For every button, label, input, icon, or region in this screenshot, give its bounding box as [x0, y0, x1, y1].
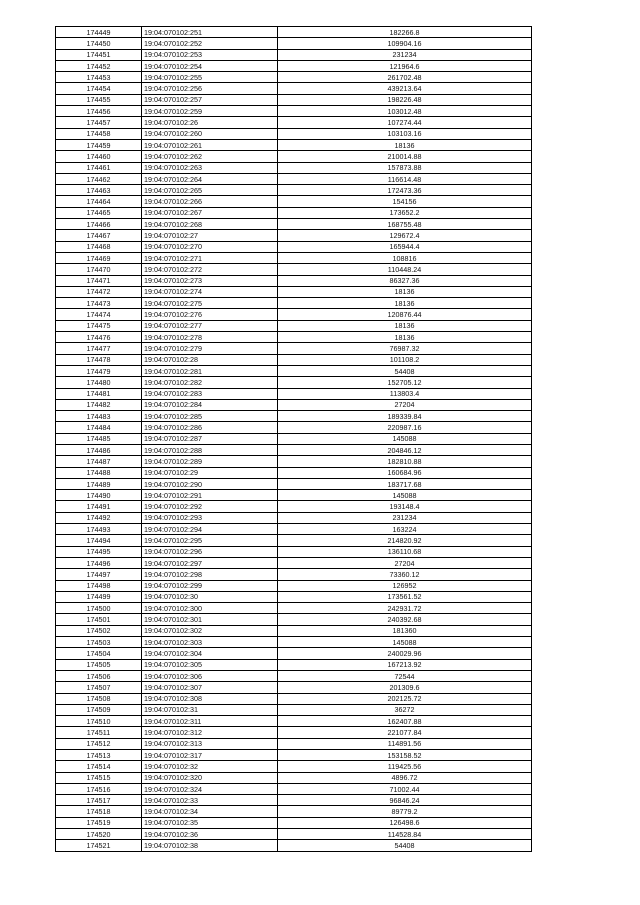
row-code-cell: 19:04:070102:255	[142, 72, 278, 83]
table-row	[56, 139, 532, 150]
row-id-cell: 174474	[56, 309, 142, 320]
table-row	[56, 761, 532, 772]
table-row	[56, 512, 532, 523]
row-value-cell: 162407.88	[278, 716, 532, 727]
row-id-cell: 174507	[56, 682, 142, 693]
row-value-cell: 242931.72	[278, 603, 532, 614]
row-code-cell: 19:04:070102:287	[142, 433, 278, 444]
table-row	[56, 456, 532, 467]
row-value-cell: 173652.2	[278, 207, 532, 218]
row-code-cell: 19:04:070102:273	[142, 275, 278, 286]
table-row	[56, 207, 532, 218]
row-value-cell: 113803.4	[278, 388, 532, 399]
row-id-cell: 174467	[56, 230, 142, 241]
row-value-cell: 152705.12	[278, 377, 532, 388]
table-row	[56, 106, 532, 117]
row-value-cell: 71002.44	[278, 783, 532, 794]
row-value-cell: 103103.16	[278, 128, 532, 139]
row-id-cell: 174492	[56, 512, 142, 523]
row-value-cell: 172473.36	[278, 185, 532, 196]
row-code-cell: 19:04:070102:264	[142, 173, 278, 184]
table-row	[56, 286, 532, 297]
row-id-cell: 174460	[56, 151, 142, 162]
row-id-cell: 174457	[56, 117, 142, 128]
table-row	[56, 670, 532, 681]
table-row	[56, 829, 532, 840]
table-row	[56, 738, 532, 749]
table-row	[56, 840, 532, 851]
row-code-cell: 19:04:070102:324	[142, 783, 278, 794]
row-id-cell: 174452	[56, 60, 142, 71]
row-value-cell: 167213.92	[278, 659, 532, 670]
table-row	[56, 320, 532, 331]
row-code-cell: 19:04:070102:36	[142, 829, 278, 840]
row-value-cell: 157873.88	[278, 162, 532, 173]
row-code-cell: 19:04:070102:293	[142, 512, 278, 523]
row-code-cell: 19:04:070102:253	[142, 49, 278, 60]
row-id-cell: 174493	[56, 524, 142, 535]
row-code-cell: 19:04:070102:294	[142, 524, 278, 535]
row-value-cell: 36272	[278, 704, 532, 715]
row-code-cell: 19:04:070102:277	[142, 320, 278, 331]
row-value-cell: 18136	[278, 298, 532, 309]
row-code-cell: 19:04:070102:284	[142, 399, 278, 410]
row-code-cell: 19:04:070102:300	[142, 603, 278, 614]
row-id-cell: 174462	[56, 173, 142, 184]
row-id-cell: 174454	[56, 83, 142, 94]
row-id-cell: 174450	[56, 38, 142, 49]
row-id-cell: 174473	[56, 298, 142, 309]
row-id-cell: 174518	[56, 806, 142, 817]
row-value-cell: 96846.24	[278, 795, 532, 806]
table-row	[56, 230, 532, 241]
table-row	[56, 535, 532, 546]
table-row	[56, 614, 532, 625]
row-id-cell: 174505	[56, 659, 142, 670]
row-id-cell: 174482	[56, 399, 142, 410]
row-code-cell: 19:04:070102:31	[142, 704, 278, 715]
table-row	[56, 580, 532, 591]
table-row	[56, 332, 532, 343]
table-row	[56, 524, 532, 535]
table-row	[56, 264, 532, 275]
row-id-cell: 174470	[56, 264, 142, 275]
table-row	[56, 275, 532, 286]
row-value-cell: 182810.88	[278, 456, 532, 467]
row-code-cell: 19:04:070102:313	[142, 738, 278, 749]
row-code-cell: 19:04:070102:34	[142, 806, 278, 817]
row-code-cell: 19:04:070102:275	[142, 298, 278, 309]
table-row	[56, 557, 532, 568]
row-code-cell: 19:04:070102:30	[142, 591, 278, 602]
row-value-cell: 126498.6	[278, 817, 532, 828]
table-row	[56, 444, 532, 455]
table-row	[56, 704, 532, 715]
row-value-cell: 27204	[278, 557, 532, 568]
row-code-cell: 19:04:070102:301	[142, 614, 278, 625]
row-code-cell: 19:04:070102:304	[142, 648, 278, 659]
row-value-cell: 136110.68	[278, 546, 532, 557]
row-code-cell: 19:04:070102:27	[142, 230, 278, 241]
row-code-cell: 19:04:070102:297	[142, 557, 278, 568]
row-id-cell: 174485	[56, 433, 142, 444]
row-id-cell: 174480	[56, 377, 142, 388]
table-row	[56, 309, 532, 320]
row-id-cell: 174516	[56, 783, 142, 794]
table-row	[56, 117, 532, 128]
row-value-cell: 173561.52	[278, 591, 532, 602]
row-code-cell: 19:04:070102:289	[142, 456, 278, 467]
row-id-cell: 174465	[56, 207, 142, 218]
row-value-cell: 18136	[278, 332, 532, 343]
row-code-cell: 19:04:070102:260	[142, 128, 278, 139]
row-id-cell: 174472	[56, 286, 142, 297]
row-id-cell: 174471	[56, 275, 142, 286]
row-value-cell: 153158.52	[278, 750, 532, 761]
row-value-cell: 72544	[278, 670, 532, 681]
row-value-cell: 109904.16	[278, 38, 532, 49]
row-value-cell: 89779.2	[278, 806, 532, 817]
row-value-cell: 18136	[278, 320, 532, 331]
row-value-cell: 4896.72	[278, 772, 532, 783]
row-value-cell: 182266.8	[278, 27, 532, 38]
row-value-cell: 231234	[278, 49, 532, 60]
row-code-cell: 19:04:070102:267	[142, 207, 278, 218]
table-row	[56, 399, 532, 410]
row-id-cell: 174494	[56, 535, 142, 546]
row-id-cell: 174517	[56, 795, 142, 806]
row-id-cell: 174459	[56, 139, 142, 150]
row-code-cell: 19:04:070102:311	[142, 716, 278, 727]
row-id-cell: 174513	[56, 750, 142, 761]
row-code-cell: 19:04:070102:26	[142, 117, 278, 128]
row-id-cell: 174499	[56, 591, 142, 602]
row-value-cell: 439213.64	[278, 83, 532, 94]
table-row	[56, 625, 532, 636]
row-code-cell: 19:04:070102:279	[142, 343, 278, 354]
row-id-cell: 174519	[56, 817, 142, 828]
row-code-cell: 19:04:070102:290	[142, 478, 278, 489]
table-row	[56, 603, 532, 614]
row-id-cell: 174508	[56, 693, 142, 704]
row-value-cell: 240392.68	[278, 614, 532, 625]
row-id-cell: 174490	[56, 490, 142, 501]
row-code-cell: 19:04:070102:296	[142, 546, 278, 557]
row-id-cell: 174496	[56, 557, 142, 568]
row-id-cell: 174487	[56, 456, 142, 467]
row-value-cell: 163224	[278, 524, 532, 535]
row-code-cell: 19:04:070102:303	[142, 637, 278, 648]
row-id-cell: 174515	[56, 772, 142, 783]
row-code-cell: 19:04:070102:28	[142, 354, 278, 365]
row-code-cell: 19:04:070102:29	[142, 467, 278, 478]
row-code-cell: 19:04:070102:33	[142, 795, 278, 806]
table-row	[56, 478, 532, 489]
row-code-cell: 19:04:070102:257	[142, 94, 278, 105]
table-row	[56, 196, 532, 207]
row-id-cell: 174484	[56, 422, 142, 433]
row-value-cell: 145088	[278, 490, 532, 501]
table-row	[56, 151, 532, 162]
table-row	[56, 716, 532, 727]
table-row	[56, 252, 532, 263]
table-row	[56, 343, 532, 354]
row-value-cell: 183717.68	[278, 478, 532, 489]
row-code-cell: 19:04:070102:265	[142, 185, 278, 196]
row-id-cell: 174512	[56, 738, 142, 749]
table-row	[56, 388, 532, 399]
row-value-cell: 86327.36	[278, 275, 532, 286]
table-row	[56, 49, 532, 60]
row-id-cell: 174464	[56, 196, 142, 207]
table-row	[56, 128, 532, 139]
row-value-cell: 198226.48	[278, 94, 532, 105]
row-value-cell: 168755.48	[278, 219, 532, 230]
row-code-cell: 19:04:070102:312	[142, 727, 278, 738]
row-code-cell: 19:04:070102:299	[142, 580, 278, 591]
row-value-cell: 165944.4	[278, 241, 532, 252]
row-code-cell: 19:04:070102:306	[142, 670, 278, 681]
row-id-cell: 174500	[56, 603, 142, 614]
row-id-cell: 174453	[56, 72, 142, 83]
row-code-cell: 19:04:070102:302	[142, 625, 278, 636]
table-row	[56, 38, 532, 49]
row-id-cell: 174481	[56, 388, 142, 399]
row-code-cell: 19:04:070102:35	[142, 817, 278, 828]
row-code-cell: 19:04:070102:262	[142, 151, 278, 162]
row-id-cell: 174468	[56, 241, 142, 252]
row-value-cell: 73360.12	[278, 569, 532, 580]
row-id-cell: 174502	[56, 625, 142, 636]
row-code-cell: 19:04:070102:38	[142, 840, 278, 851]
row-value-cell: 18136	[278, 139, 532, 150]
table-row	[56, 501, 532, 512]
row-id-cell: 174469	[56, 252, 142, 263]
row-code-cell: 19:04:070102:259	[142, 106, 278, 117]
row-id-cell: 174476	[56, 332, 142, 343]
table-row	[56, 298, 532, 309]
table-row	[56, 682, 532, 693]
row-code-cell: 19:04:070102:252	[142, 38, 278, 49]
table-row	[56, 817, 532, 828]
row-code-cell: 19:04:070102:266	[142, 196, 278, 207]
row-id-cell: 174498	[56, 580, 142, 591]
row-id-cell: 174488	[56, 467, 142, 478]
row-value-cell: 126952	[278, 580, 532, 591]
row-code-cell: 19:04:070102:317	[142, 750, 278, 761]
table-row	[56, 467, 532, 478]
row-id-cell: 174501	[56, 614, 142, 625]
row-code-cell: 19:04:070102:256	[142, 83, 278, 94]
row-id-cell: 174478	[56, 354, 142, 365]
table-row	[56, 60, 532, 71]
row-value-cell: 27204	[278, 399, 532, 410]
row-id-cell: 174458	[56, 128, 142, 139]
row-id-cell: 174461	[56, 162, 142, 173]
row-code-cell: 19:04:070102:308	[142, 693, 278, 704]
table-row	[56, 659, 532, 670]
table-row	[56, 241, 532, 252]
row-code-cell: 19:04:070102:32	[142, 761, 278, 772]
row-value-cell: 145088	[278, 433, 532, 444]
row-code-cell: 19:04:070102:292	[142, 501, 278, 512]
row-id-cell: 174456	[56, 106, 142, 117]
row-code-cell: 19:04:070102:282	[142, 377, 278, 388]
row-value-cell: 240029.96	[278, 648, 532, 659]
row-value-cell: 204846.12	[278, 444, 532, 455]
row-id-cell: 174463	[56, 185, 142, 196]
table-row	[56, 185, 532, 196]
row-id-cell: 174483	[56, 411, 142, 422]
row-id-cell: 174475	[56, 320, 142, 331]
row-value-cell: 210014.88	[278, 151, 532, 162]
row-value-cell: 202125.72	[278, 693, 532, 704]
row-code-cell: 19:04:070102:305	[142, 659, 278, 670]
row-value-cell: 119425.56	[278, 761, 532, 772]
table-row	[56, 772, 532, 783]
row-value-cell: 221077.84	[278, 727, 532, 738]
table-row	[56, 162, 532, 173]
row-id-cell: 174491	[56, 501, 142, 512]
table-row	[56, 490, 532, 501]
table-row	[56, 27, 532, 38]
row-value-cell: 181360	[278, 625, 532, 636]
row-code-cell: 19:04:070102:288	[142, 444, 278, 455]
row-id-cell: 174455	[56, 94, 142, 105]
row-id-cell: 174521	[56, 840, 142, 851]
row-id-cell: 174477	[56, 343, 142, 354]
row-code-cell: 19:04:070102:278	[142, 332, 278, 343]
row-value-cell: 76987.32	[278, 343, 532, 354]
row-code-cell: 19:04:070102:274	[142, 286, 278, 297]
row-value-cell: 101108.2	[278, 354, 532, 365]
table-row	[56, 365, 532, 376]
table-row	[56, 422, 532, 433]
table-row	[56, 354, 532, 365]
row-value-cell: 214820.92	[278, 535, 532, 546]
row-code-cell: 19:04:070102:320	[142, 772, 278, 783]
row-id-cell: 174514	[56, 761, 142, 772]
row-id-cell: 174486	[56, 444, 142, 455]
row-value-cell: 231234	[278, 512, 532, 523]
table-row	[56, 173, 532, 184]
row-id-cell: 174503	[56, 637, 142, 648]
row-value-cell: 201309.6	[278, 682, 532, 693]
row-code-cell: 19:04:070102:263	[142, 162, 278, 173]
row-code-cell: 19:04:070102:254	[142, 60, 278, 71]
row-value-cell: 193148.4	[278, 501, 532, 512]
row-value-cell: 116614.48	[278, 173, 532, 184]
row-id-cell: 174504	[56, 648, 142, 659]
row-id-cell: 174506	[56, 670, 142, 681]
row-value-cell: 114528.84	[278, 829, 532, 840]
row-code-cell: 19:04:070102:307	[142, 682, 278, 693]
row-id-cell: 174520	[56, 829, 142, 840]
table-row	[56, 94, 532, 105]
table-row	[56, 591, 532, 602]
row-code-cell: 19:04:070102:251	[142, 27, 278, 38]
table-row	[56, 693, 532, 704]
table-body	[56, 27, 532, 852]
table-row	[56, 783, 532, 794]
row-value-cell: 120876.44	[278, 309, 532, 320]
table-row	[56, 219, 532, 230]
row-value-cell: 145088	[278, 637, 532, 648]
row-value-cell: 261702.48	[278, 72, 532, 83]
row-code-cell: 19:04:070102:283	[142, 388, 278, 399]
row-code-cell: 19:04:070102:271	[142, 252, 278, 263]
table-row	[56, 648, 532, 659]
row-value-cell: 114891.56	[278, 738, 532, 749]
row-code-cell: 19:04:070102:272	[142, 264, 278, 275]
row-value-cell: 160684.96	[278, 467, 532, 478]
row-code-cell: 19:04:070102:276	[142, 309, 278, 320]
table-row	[56, 637, 532, 648]
row-value-cell: 220987.16	[278, 422, 532, 433]
table-row	[56, 411, 532, 422]
row-value-cell: 189339.84	[278, 411, 532, 422]
row-code-cell: 19:04:070102:295	[142, 535, 278, 546]
row-value-cell: 54408	[278, 840, 532, 851]
table-row	[56, 83, 532, 94]
row-code-cell: 19:04:070102:291	[142, 490, 278, 501]
row-value-cell: 18136	[278, 286, 532, 297]
row-value-cell: 121964.6	[278, 60, 532, 71]
row-id-cell: 174497	[56, 569, 142, 580]
row-value-cell: 108816	[278, 252, 532, 263]
row-id-cell: 174489	[56, 478, 142, 489]
data-table	[55, 26, 532, 852]
row-value-cell: 103012.48	[278, 106, 532, 117]
row-code-cell: 19:04:070102:285	[142, 411, 278, 422]
row-id-cell: 174466	[56, 219, 142, 230]
table-row	[56, 727, 532, 738]
table-row	[56, 750, 532, 761]
row-value-cell: 154156	[278, 196, 532, 207]
row-id-cell: 174495	[56, 546, 142, 557]
table-row	[56, 546, 532, 557]
row-value-cell: 129672.4	[278, 230, 532, 241]
row-id-cell: 174451	[56, 49, 142, 60]
table-row	[56, 569, 532, 580]
table-row	[56, 806, 532, 817]
row-id-cell: 174479	[56, 365, 142, 376]
row-code-cell: 19:04:070102:281	[142, 365, 278, 376]
row-code-cell: 19:04:070102:261	[142, 139, 278, 150]
row-id-cell: 174510	[56, 716, 142, 727]
table-row	[56, 72, 532, 83]
row-code-cell: 19:04:070102:268	[142, 219, 278, 230]
table-row	[56, 433, 532, 444]
row-id-cell: 174449	[56, 27, 142, 38]
row-id-cell: 174509	[56, 704, 142, 715]
row-id-cell: 174511	[56, 727, 142, 738]
row-code-cell: 19:04:070102:286	[142, 422, 278, 433]
table-row	[56, 795, 532, 806]
row-code-cell: 19:04:070102:298	[142, 569, 278, 580]
row-code-cell: 19:04:070102:270	[142, 241, 278, 252]
row-value-cell: 110448.24	[278, 264, 532, 275]
row-value-cell: 54408	[278, 365, 532, 376]
table-row	[56, 377, 532, 388]
row-value-cell: 107274.44	[278, 117, 532, 128]
